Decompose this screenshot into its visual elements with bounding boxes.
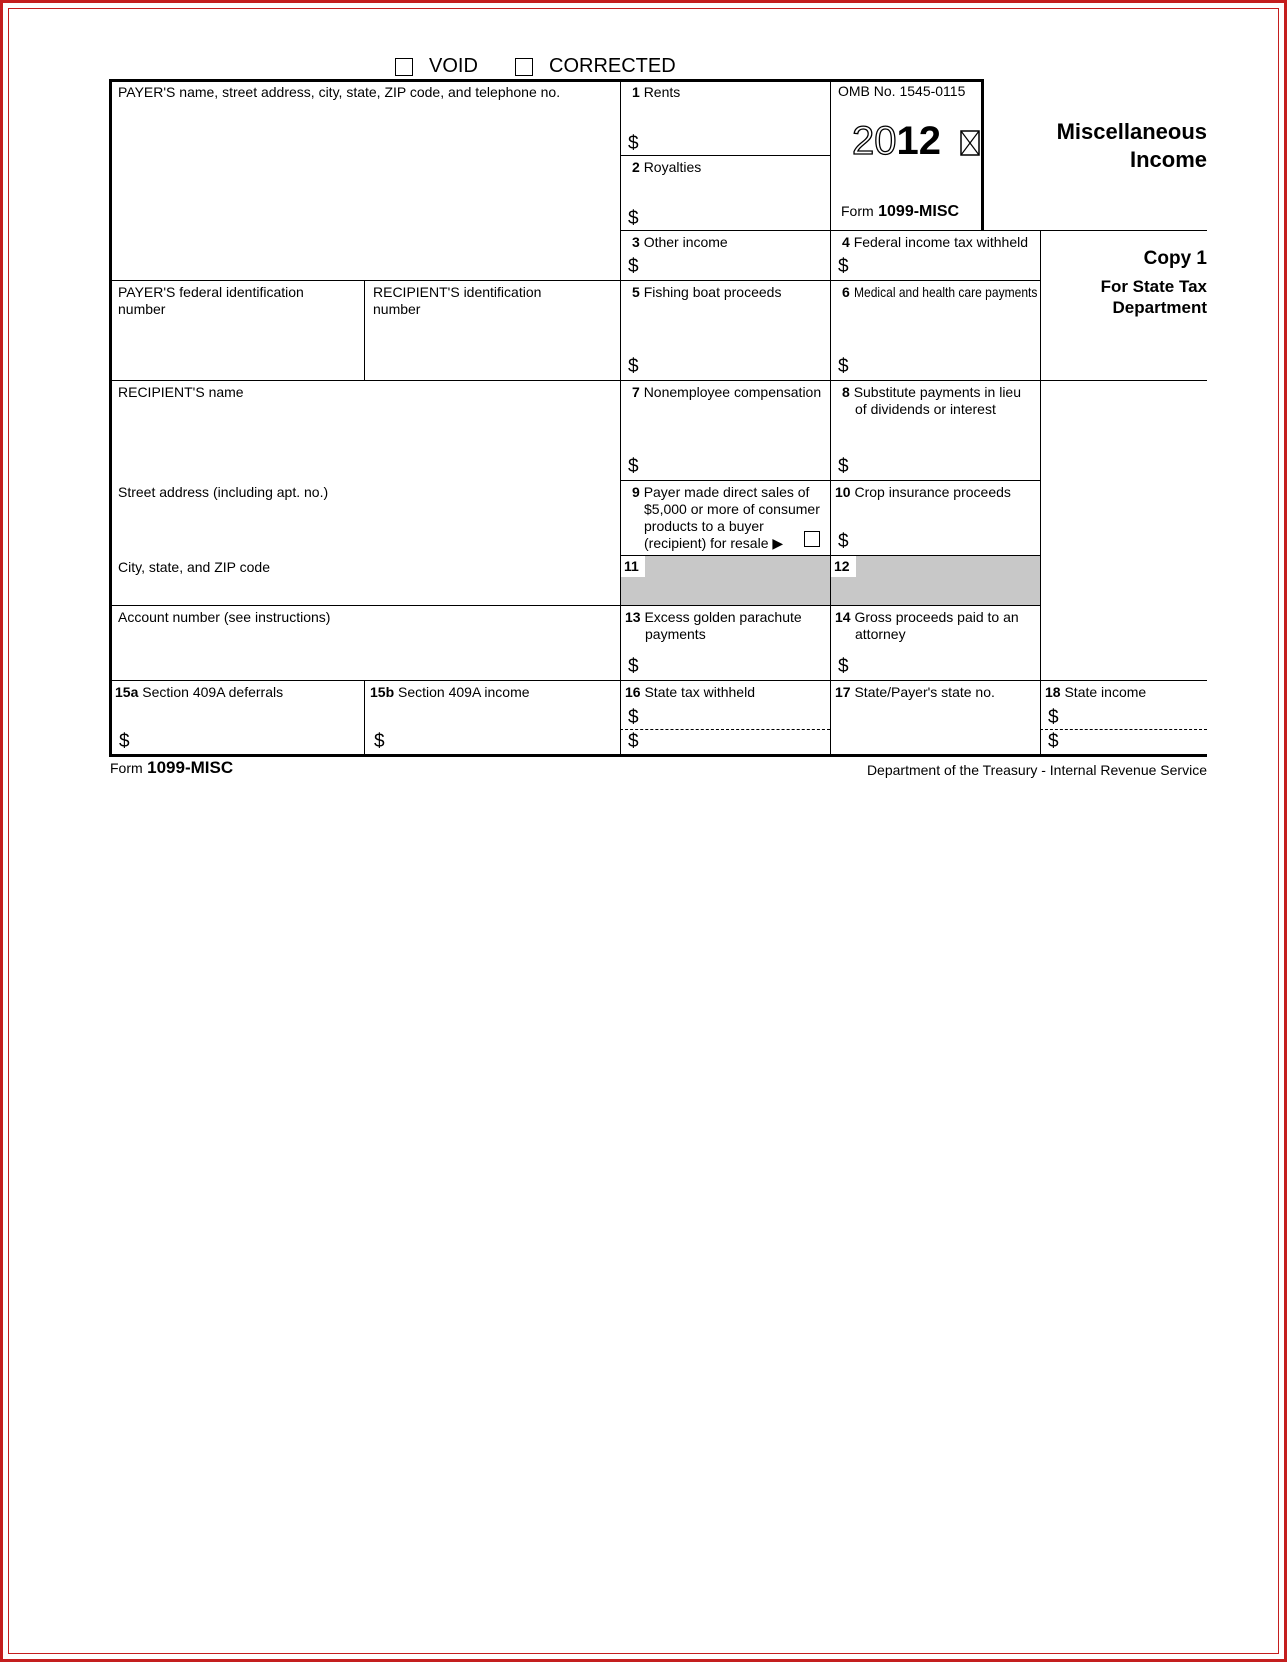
top-border — [109, 79, 983, 82]
line-below-ids — [109, 380, 1207, 381]
line-below-box2 — [620, 230, 1207, 231]
street-address-label: Street address (including apt. no.) — [118, 484, 329, 500]
box13-label: 13 Excess golden parachute payments — [625, 609, 802, 642]
box9-checkbox[interactable] — [804, 531, 820, 547]
box1-dollar: $ — [628, 133, 639, 154]
box4-label: 4 Federal income tax withheld — [842, 234, 1028, 250]
box11-num: 11 — [621, 556, 645, 577]
box18-dollar-2: $ — [1048, 731, 1059, 752]
divider-col1 — [620, 80, 621, 755]
omb-number: OMB No. 1545-0115 — [838, 83, 966, 99]
box15b-dollar: $ — [374, 731, 385, 752]
dash-box16 — [620, 729, 830, 730]
divider-col2 — [830, 80, 831, 755]
box13-dollar: $ — [628, 656, 639, 677]
line-below-city — [109, 605, 1040, 606]
box5-label: 5 Fishing boat proceeds — [632, 284, 782, 300]
box5-dollar: $ — [628, 356, 639, 377]
box10-dollar: $ — [838, 531, 849, 552]
void-label: VOID — [429, 55, 478, 77]
account-number-label: Account number (see instructions) — [118, 609, 331, 625]
box6-dollar: $ — [838, 356, 849, 377]
line-below-box13 — [109, 680, 1207, 681]
omb-right-border — [981, 79, 984, 230]
box15b-label: 15b Section 409A income — [370, 684, 530, 700]
box7-label: 7 Nonemployee compensation — [632, 384, 822, 400]
box12-num: 12 — [831, 556, 856, 577]
year-glyph-icon — [960, 130, 980, 156]
box17-label: 17 State/Payer's state no. — [835, 684, 995, 700]
divider-col3 — [1040, 230, 1041, 755]
payer-name-label: PAYER'S name, street address, city, state, ZIP code, and telephone no. — [118, 84, 561, 100]
footer-form-name: Form 1099-MISC — [110, 758, 234, 777]
form-1099-misc — [109, 52, 1207, 782]
box9-label: 9 Payer made direct sales of $5,000 or more of consumer products to a buyer (recipient) for resale ▶ — [632, 484, 820, 551]
dash-box18 — [1040, 729, 1207, 730]
box1-label: 1 Rents — [632, 84, 681, 100]
tax-year: 2012 — [852, 119, 941, 163]
box7-dollar: $ — [628, 456, 639, 477]
form-title: Miscellaneous Income — [1056, 119, 1207, 172]
box14-dollar: $ — [838, 656, 849, 677]
box8-label: 8 Substitute payments in lieu of dividends or interest — [842, 384, 1022, 417]
corrected-checkbox[interactable] — [515, 58, 533, 76]
box18-dollar-1: $ — [1048, 707, 1059, 728]
box12-shade — [831, 556, 1040, 605]
box8-dollar: $ — [838, 456, 849, 477]
box18-label: 18 State income — [1045, 684, 1147, 700]
void-checkbox[interactable] — [395, 58, 413, 76]
payer-fed-id-label: PAYER'S federal identification number — [118, 284, 304, 317]
footer-agency: Department of the Treasury - Internal Revenue Service — [866, 762, 1207, 778]
box10-label: 10 Crop insurance proceeds — [835, 484, 1011, 500]
box14-label: 14 Gross proceeds paid to an attorney — [835, 609, 1019, 642]
divider-15 — [364, 680, 365, 755]
box2-dollar: $ — [628, 208, 639, 229]
box3-label: 3 Other income — [632, 234, 728, 250]
box3-dollar: $ — [628, 256, 639, 277]
box16-label: 16 State tax withheld — [625, 684, 755, 700]
box15a-dollar: $ — [119, 731, 130, 752]
box6-label: 6 Medical and health care payments — [842, 284, 1038, 300]
bottom-border — [109, 754, 1207, 757]
line-below-payer — [109, 280, 1040, 281]
recipient-name-label: RECIPIENT'S name — [118, 384, 244, 400]
recipient-id-label: RECIPIENT'S identification number — [373, 284, 542, 317]
line-below-box7 — [620, 480, 1040, 481]
box2-label: 2 Royalties — [632, 159, 702, 175]
line-below-box1 — [620, 155, 830, 156]
box15a-label: 15a Section 409A deferrals — [115, 684, 284, 700]
box11-shade — [621, 556, 830, 605]
city-state-zip-label: City, state, and ZIP code — [118, 559, 271, 575]
copy-label: Copy 1 — [1143, 248, 1207, 269]
left-border — [109, 79, 112, 756]
box16-dollar-1: $ — [628, 707, 639, 728]
divider-ids — [364, 280, 365, 380]
box16-dollar-2: $ — [628, 731, 639, 752]
box4-dollar: $ — [838, 256, 849, 277]
omb-form-name: Form 1099-MISC — [841, 203, 960, 220]
copy-recipient: For State Tax Department — [1100, 277, 1207, 317]
corrected-label: CORRECTED — [549, 55, 676, 77]
